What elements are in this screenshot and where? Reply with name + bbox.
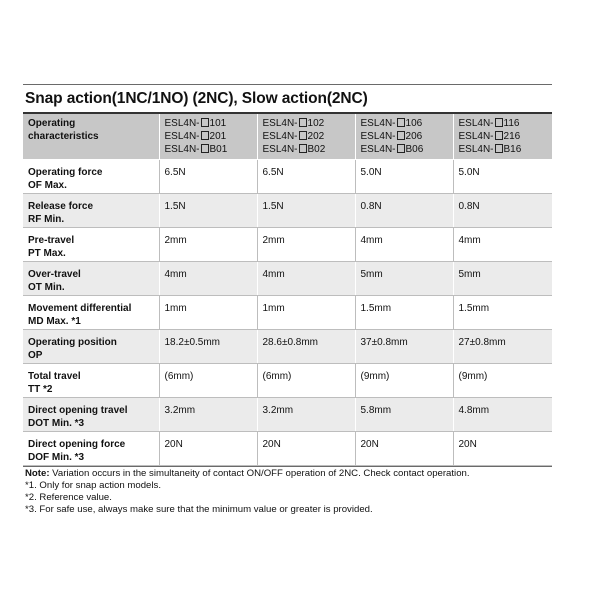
value-cell: 18.2±0.5mm <box>159 329 257 363</box>
placeholder-box-icon <box>397 131 405 140</box>
spec-document <box>23 84 552 516</box>
row-label-line: DOT Min. *3 <box>28 417 85 429</box>
value-cell: 1.5N <box>159 193 257 227</box>
model-prefix: ESL4N- <box>360 117 396 129</box>
value-cell: 20N <box>257 431 355 465</box>
row-label-cell <box>23 397 159 431</box>
model-prefix: ESL4N- <box>262 143 298 155</box>
value-cell: 1mm <box>159 295 257 329</box>
value-cell: 0.8N <box>355 193 453 227</box>
table-row <box>23 227 552 261</box>
bottom-rule <box>23 466 552 467</box>
header-label-cell <box>23 114 159 160</box>
row-label-line: Operating position <box>28 336 117 348</box>
value-cell: 6.5N <box>257 159 355 193</box>
row-label-line: MD Max. *1 <box>28 315 81 327</box>
row-label-line: DOF Min. *3 <box>28 451 85 463</box>
table-row <box>23 397 552 431</box>
value-cell: 4mm <box>453 227 552 261</box>
row-label-cell <box>23 227 159 261</box>
model-prefix: ESL4N- <box>458 143 494 155</box>
value-cell: 1.5N <box>257 193 355 227</box>
table-row <box>23 295 552 329</box>
footnote-2: *2. Reference value. <box>25 491 112 503</box>
value-cell: (6mm) <box>159 363 257 397</box>
notes-block <box>23 468 552 516</box>
value-cell: 28.6±0.8mm <box>257 329 355 363</box>
model-suffix: B01 <box>209 143 228 155</box>
row-label-line: PT Max. <box>28 247 66 259</box>
row-label-line: Pre-travel <box>28 234 75 246</box>
placeholder-box-icon <box>299 118 307 127</box>
row-label-line: OT Min. <box>28 281 65 293</box>
model-number <box>165 143 253 156</box>
placeholder-box-icon <box>299 144 307 153</box>
header-label-line: characteristics <box>28 130 99 142</box>
value-cell: 1mm <box>257 295 355 329</box>
row-label-cell <box>23 431 159 465</box>
note-line <box>25 468 552 480</box>
row-label-line: Total travel <box>28 370 81 382</box>
value-cell: 20N <box>159 431 257 465</box>
table-header-row <box>23 114 552 160</box>
value-cell: 6.5N <box>159 159 257 193</box>
model-prefix: ESL4N- <box>458 130 494 142</box>
value-cell: 5.0N <box>355 159 453 193</box>
model-suffix: 216 <box>503 130 521 142</box>
model-number <box>165 117 253 130</box>
value-cell: 4mm <box>159 261 257 295</box>
value-cell: 20N <box>355 431 453 465</box>
footnote-3: *3. For safe use, always make sure that the minimum value or greater is provided. <box>25 503 373 515</box>
row-label-line: Over-travel <box>28 268 81 280</box>
row-label-cell <box>23 329 159 363</box>
value-cell: 0.8N <box>453 193 552 227</box>
model-number <box>361 130 449 143</box>
model-number <box>263 117 351 130</box>
row-label-line: TT *2 <box>28 383 53 395</box>
model-number <box>361 143 449 156</box>
value-cell: 1.5mm <box>355 295 453 329</box>
model-prefix: ESL4N- <box>360 130 396 142</box>
model-prefix: ESL4N- <box>360 143 396 155</box>
value-cell: 2mm <box>159 227 257 261</box>
value-cell: 3.2mm <box>159 397 257 431</box>
model-number <box>263 143 351 156</box>
value-cell: 2mm <box>257 227 355 261</box>
note-label: Note: <box>25 467 50 479</box>
row-label-line: RF Min. <box>28 213 65 225</box>
value-cell: (9mm) <box>453 363 552 397</box>
model-prefix: ESL4N- <box>262 130 298 142</box>
model-number <box>263 130 351 143</box>
table-row <box>23 193 552 227</box>
section-title: Snap action(1NC/1NO) (2NC), Slow action(2NC) <box>25 90 368 107</box>
model-column-header <box>453 114 552 160</box>
model-number <box>361 117 449 130</box>
value-cell: 37±0.8mm <box>355 329 453 363</box>
value-cell: 4mm <box>257 261 355 295</box>
model-number <box>459 143 549 156</box>
row-label-line: OP <box>28 349 43 361</box>
value-cell: 27±0.8mm <box>453 329 552 363</box>
row-label-cell <box>23 295 159 329</box>
value-cell: 20N <box>453 431 552 465</box>
value-cell: 5.8mm <box>355 397 453 431</box>
table-row <box>23 363 552 397</box>
placeholder-box-icon <box>495 131 503 140</box>
model-suffix: 201 <box>209 130 227 142</box>
row-label-line: Direct opening travel <box>28 404 128 416</box>
model-column-header <box>159 114 257 160</box>
placeholder-box-icon <box>397 144 405 153</box>
value-cell: 5mm <box>355 261 453 295</box>
placeholder-box-icon <box>201 131 209 140</box>
placeholder-box-icon <box>201 144 209 153</box>
model-suffix: B02 <box>307 143 326 155</box>
model-prefix: ESL4N- <box>458 117 494 129</box>
row-label-line: Release force <box>28 200 94 212</box>
note-text: Variation occurs in the simultaneity of contact ON/OFF operation of 2NC. Check contact operation. <box>49 467 470 479</box>
model-suffix: 202 <box>307 130 325 142</box>
row-label-cell <box>23 261 159 295</box>
model-suffix: 102 <box>307 117 325 129</box>
placeholder-box-icon <box>495 144 503 153</box>
row-label-cell <box>23 363 159 397</box>
value-cell: 4mm <box>355 227 453 261</box>
table-row <box>23 431 552 465</box>
model-prefix: ESL4N- <box>164 117 200 129</box>
placeholder-box-icon <box>495 118 503 127</box>
model-suffix: 116 <box>503 117 520 129</box>
model-number <box>459 130 549 143</box>
row-label-line: Operating force <box>28 166 103 178</box>
table-row <box>23 261 552 295</box>
model-prefix: ESL4N- <box>262 117 298 129</box>
model-suffix: 106 <box>405 117 423 129</box>
value-cell: (6mm) <box>257 363 355 397</box>
table-row <box>23 159 552 193</box>
value-cell: 5mm <box>453 261 552 295</box>
characteristics-table <box>23 114 552 466</box>
table-row <box>23 329 552 363</box>
model-suffix: 206 <box>405 130 423 142</box>
model-prefix: ESL4N- <box>164 130 200 142</box>
row-label-cell <box>23 159 159 193</box>
placeholder-box-icon <box>397 118 405 127</box>
model-suffix: B16 <box>503 143 522 155</box>
value-cell: 4.8mm <box>453 397 552 431</box>
placeholder-box-icon <box>201 118 209 127</box>
value-cell: 3.2mm <box>257 397 355 431</box>
model-column-header <box>257 114 355 160</box>
model-suffix: B06 <box>405 143 424 155</box>
model-number <box>165 130 253 143</box>
model-prefix: ESL4N- <box>164 143 200 155</box>
value-cell: 5.0N <box>453 159 552 193</box>
model-suffix: 101 <box>209 117 227 129</box>
model-column-header <box>355 114 453 160</box>
row-label-line: Direct opening force <box>28 438 126 450</box>
placeholder-box-icon <box>299 131 307 140</box>
row-label-line: OF Max. <box>28 179 67 191</box>
row-label-cell <box>23 193 159 227</box>
footnote-1: *1. Only for snap action models. <box>25 479 161 491</box>
header-label-line: Operating <box>28 117 76 129</box>
row-label-line: Movement differential <box>28 302 132 314</box>
value-cell: 1.5mm <box>453 295 552 329</box>
value-cell: (9mm) <box>355 363 453 397</box>
model-number <box>459 117 549 130</box>
